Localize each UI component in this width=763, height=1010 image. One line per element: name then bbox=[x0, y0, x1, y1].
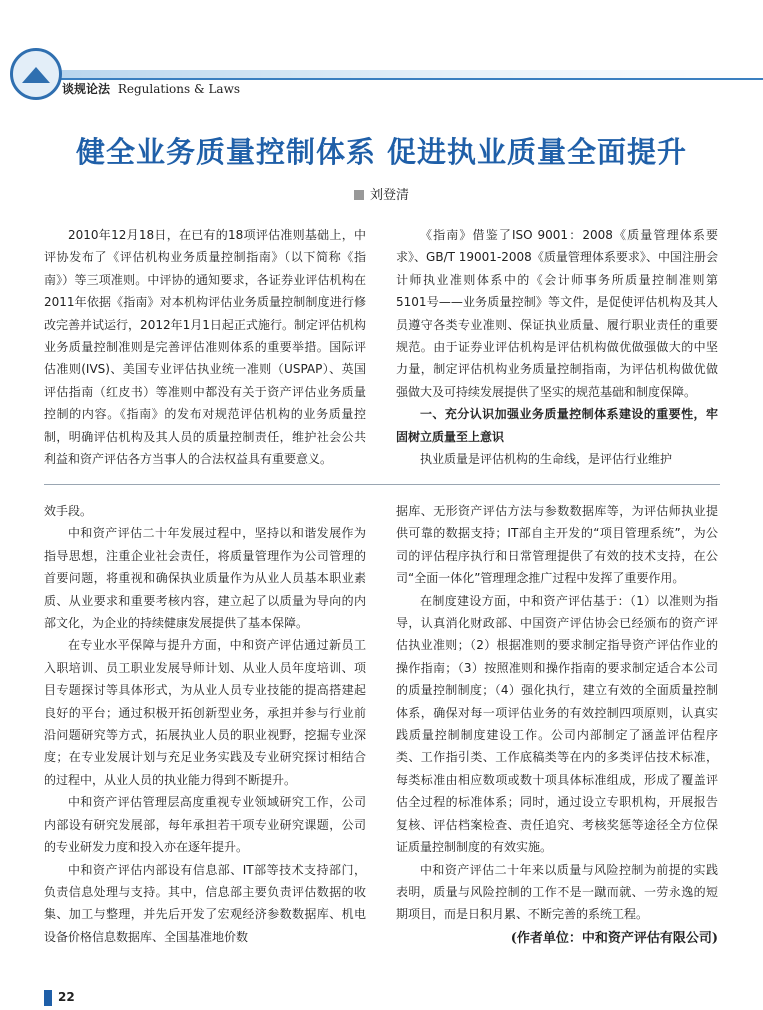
column-bottom-right bbox=[396, 500, 718, 950]
page-number: 22 bbox=[58, 990, 75, 1004]
author-name: 刘登清 bbox=[369, 188, 409, 203]
paragraph: 在专业水平保障与提升方面，中和资产评估通过新员工入职培训、员工职业发展导师计划、从业人员年度培训、项目专题探讨等具体形式，为从业人员专业技能的提高搭建起良好的平台；通过积极开拓创新型业务，承担并参与行业前沿问题研究等方式，拓展执业人员的职业视野，挖掘专业深度；在专业发展计划与充足业务实践及专业研究探讨相结合的过程中，从业人员的执业能力得到不断提升。 bbox=[44, 638, 366, 787]
section-tag-cn: 谈规论法 bbox=[62, 82, 111, 96]
article-author bbox=[0, 184, 763, 203]
column-top-left bbox=[44, 224, 366, 470]
magazine-logo-icon bbox=[10, 48, 62, 100]
author-marker-icon bbox=[354, 190, 364, 200]
paragraph: 中和资产评估二十年发展过程中，坚持以和谐发展作为指导思想，注重企业社会责任，将质量管理作为公司管理的首要问题，将重视和确保执业质量作为从业人员基本职业素质、从业要求和重要考核内容，建立起了以质量为导向的内部文化，为企业的持续健康发展提供了基本保障。 bbox=[44, 526, 366, 631]
author-affiliation: (作者单位：中和资产评估有限公司) bbox=[510, 930, 718, 946]
paragraph: 效手段。 bbox=[44, 504, 93, 518]
article-title: 健全业务质量控制体系 促进执业质量全面提升 bbox=[75, 135, 688, 169]
column-divider bbox=[44, 484, 720, 485]
column-bottom-left bbox=[44, 500, 366, 948]
paragraph: 《指南》借鉴了ISO 9001：2008《质量管理体系要求》、GB/T 19001-2008《质量管理体系要求》、中国注册会计师执业准则体系中的《会计师事务所质量控制准则第 5101号——业务质量控制》等文件，是促使评估机构及其人员遵守各类专业准则、保证执业质量、履行职业责任的重要规范。由于证券业评估机构是评估机构做优做强做大的中坚力量，制定评估机构业务质量控制指南，为评估机构做优做强做大及可持续发展提供了坚实的规范基础和制度保障。 bbox=[396, 228, 718, 399]
paragraph: 中和资产评估二十年来以质量与风险控制为前提的实践表明，质量与风险控制的工作不是一蹴而就、一劳永逸的短期项目，而是日积月累、不断完善的系统工程。 bbox=[396, 862, 718, 922]
paragraph: 中和资产评估内部设有信息部、IT部等技术支持部门，负责信息处理与支持。其中，信息部主要负责评估数据的收集、加工与整理，并先后开发了宏观经济参数数据库、机电设备价格信息数据库、全国基准地价数 bbox=[44, 862, 366, 944]
paragraph: 2010年12月18日，在已有的18项评估准则基础上，中评协发布了《评估机构业务质量控制指南》（以下简称《指南》）等三项准则。中评协的通知要求，各证券业评估机构在2011年依据《指南》对本机构评估业务质量控制制度进行修改完善并试运行，2012年1月1日起正式施行。制定评估机构业务质量控制准则是完善评估准则体系的重要举措。国际评估准则(IVS)、美国专业评估执业统一准则（USPAP）、英国评估指南（红皮书）等准则中都没有关于资产评估业务质量控制的内容。《指南》的发布对规范评估机构的业务质量控制，明确评估机构及其人员的质量控制责任，维护社会公共利益和资产评估各方当事人的合法权益具有重要意义。 bbox=[44, 228, 366, 467]
paragraph: 据库、无形资产评估方法与参数数据库等，为评估师执业提供可靠的数据支持；IT部自主开发的“项目管理系统”，为公司的评估程序执行和日常管理提供了有效的技术支持，在公司“全面一体化”管理理念推广过程中发挥了重要作用。 bbox=[396, 504, 718, 586]
section-tag bbox=[62, 80, 240, 97]
paragraph: 执业质量是评估机构的生命线，是评估行业维护 bbox=[420, 452, 673, 467]
page-number-marker bbox=[44, 990, 52, 1006]
section-tag-en: Regulations & Laws bbox=[117, 82, 241, 96]
column-top-right bbox=[396, 224, 718, 470]
paragraph: 中和资产评估管理层高度重视专业领域研究工作，公司内部设有研究发展部，每年承担若干项专业研究课题，公司的专业研发力度和投入亦在逐年提升。 bbox=[44, 795, 366, 855]
section-heading: 一、充分认识加强业务质量控制体系建设的重要性，牢固树立质量至上意识 bbox=[396, 407, 718, 444]
paragraph: 在制度建设方面，中和资产评估基于：（1）以准则为指导，认真消化财政部、中国资产评估协会已经颁布的资产评估执业准则；（2）根据准则的要求制定指导资产评估作业的操作指南；（3）按照准则和操作指南的要求制定适合本公司的质量控制制度；（4）强化执行，建立有效的全面质量控制体系，确保对每一项评估业务的有效控制四项原则，认真实践质量控制制度建设工作。公司内部制定了涵盖评估程序类、工作指引类、工作底稿类等在内的多类评估技术标准，每类标准由相应数项或数十项具体标准组成，形成了覆盖评估全过程的标准体系；同时，通过设立专职机构，开展报告复核、评估档案检查、责任追究、考核奖惩等途径全方位保证质量控制制度的有效实施。 bbox=[396, 593, 718, 855]
